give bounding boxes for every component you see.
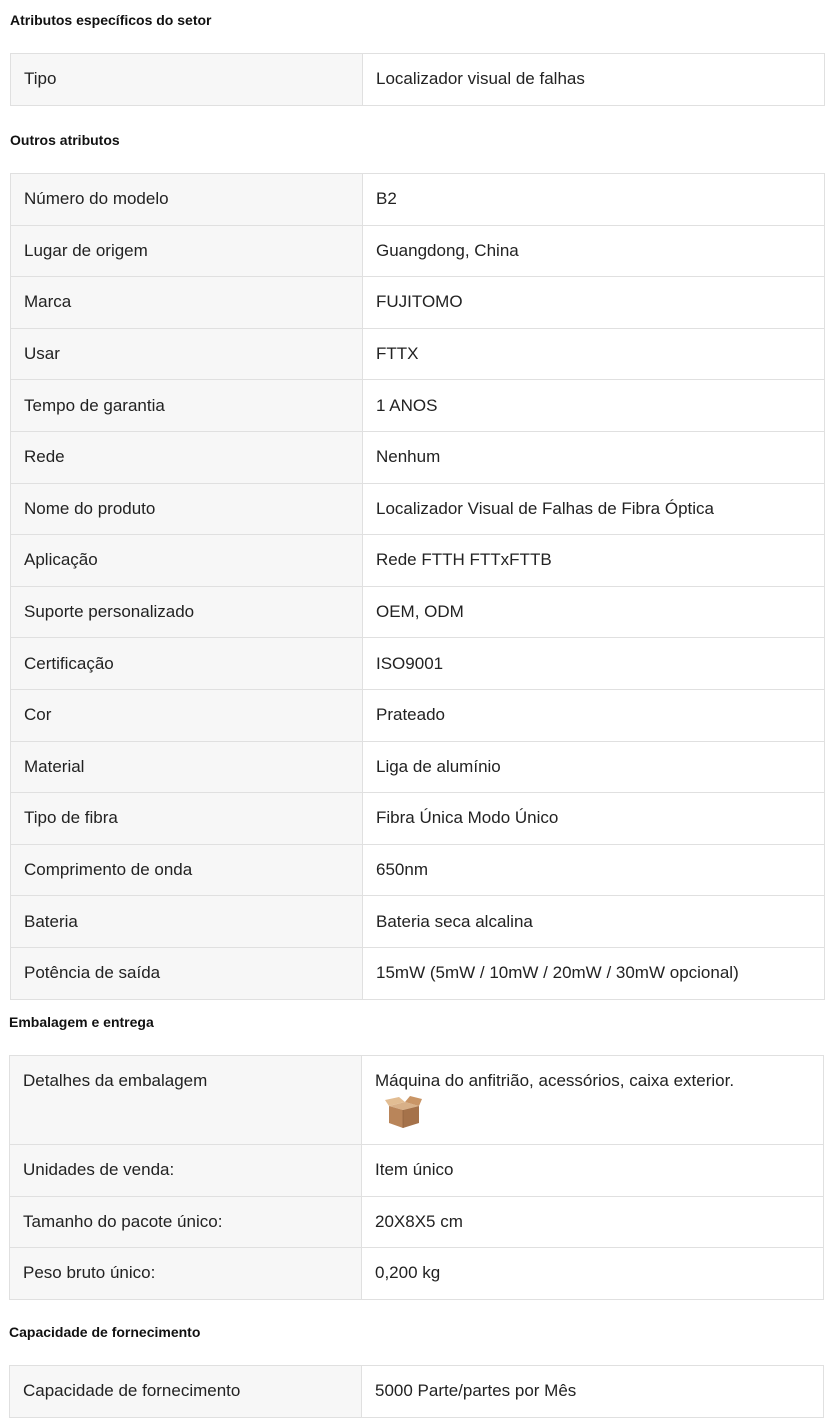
attr-value: Rede FTTH FTTxFTTB <box>363 535 825 587</box>
attr-key: Tipo de fibra <box>11 793 363 845</box>
attr-key: Certificação <box>11 638 363 690</box>
table-row <box>10 1145 824 1197</box>
attr-key: Rede <box>11 431 363 483</box>
attr-value: FUJITOMO <box>363 277 825 329</box>
attr-value: 0,200 kg <box>362 1248 824 1300</box>
table-row <box>11 638 825 690</box>
section-title-supply-capacity: Capacidade de fornecimento <box>9 1324 201 1340</box>
attr-value: Prateado <box>363 689 825 741</box>
attr-value: Nenhum <box>363 431 825 483</box>
packaging-details-text: Máquina do anfitrião, acessórios, caixa exterior. <box>375 1071 735 1090</box>
attr-value: Localizador visual de falhas <box>363 54 825 106</box>
attr-key: Tamanho do pacote único: <box>10 1196 362 1248</box>
attr-key: Nome do produto <box>11 483 363 535</box>
table-row <box>10 1056 824 1145</box>
attr-key: Comprimento de onda <box>11 844 363 896</box>
table-row <box>11 431 825 483</box>
attr-key: Lugar de origem <box>11 225 363 277</box>
packaging-delivery-table <box>9 1055 824 1300</box>
table-row <box>10 1366 824 1418</box>
attr-value: Fibra Única Modo Único <box>363 793 825 845</box>
attr-key: Tipo <box>11 54 363 106</box>
table-row <box>11 328 825 380</box>
table-row <box>11 483 825 535</box>
attr-key: Bateria <box>11 896 363 948</box>
attr-value: 20X8X5 cm <box>362 1196 824 1248</box>
attr-value: 5000 Parte/partes por Mês <box>362 1366 824 1418</box>
attr-value: Liga de alumínio <box>363 741 825 793</box>
attr-key: Capacidade de fornecimento <box>10 1366 362 1418</box>
table-row <box>11 947 825 999</box>
table-row <box>11 586 825 638</box>
attr-value: 650nm <box>363 844 825 896</box>
section-title-industry-attributes: Atributos específicos do setor <box>10 12 212 28</box>
attr-key: Cor <box>11 689 363 741</box>
attr-value: Localizador Visual de Falhas de Fibra Óptica <box>363 483 825 535</box>
attr-value: OEM, ODM <box>363 586 825 638</box>
section-title-other-attributes: Outros atributos <box>10 132 120 148</box>
attr-value: Bateria seca alcalina <box>363 896 825 948</box>
attr-key: Unidades de venda: <box>10 1145 362 1197</box>
table-row <box>11 174 825 226</box>
table-row <box>11 535 825 587</box>
attr-value: ISO9001 <box>363 638 825 690</box>
table-row <box>10 1248 824 1300</box>
section-title-packaging-delivery: Embalagem e entrega <box>9 1014 154 1030</box>
table-row <box>11 844 825 896</box>
attr-key: Usar <box>11 328 363 380</box>
table-row <box>11 793 825 845</box>
attr-key: Potência de saída <box>11 947 363 999</box>
table-row <box>11 741 825 793</box>
attr-value: FTTX <box>363 328 825 380</box>
table-row <box>11 225 825 277</box>
attr-value: Item único <box>362 1145 824 1197</box>
table-row <box>11 896 825 948</box>
attr-value: B2 <box>363 174 825 226</box>
attr-key: Detalhes da embalagem <box>10 1056 362 1145</box>
table-row <box>11 689 825 741</box>
supply-capacity-table <box>9 1365 824 1418</box>
table-row <box>10 1196 824 1248</box>
attr-value: Guangdong, China <box>363 225 825 277</box>
attr-key: Suporte personalizado <box>11 586 363 638</box>
attr-key: Número do modelo <box>11 174 363 226</box>
attr-key: Tempo de garantia <box>11 380 363 432</box>
attr-value: 15mW (5mW / 10mW / 20mW / 30mW opcional) <box>363 947 825 999</box>
attr-key: Peso bruto único: <box>10 1248 362 1300</box>
other-attributes-table <box>10 173 825 1000</box>
attr-key: Aplicação <box>11 535 363 587</box>
table-row <box>11 54 825 106</box>
table-row <box>11 277 825 329</box>
attr-value <box>362 1056 824 1145</box>
attr-key: Material <box>11 741 363 793</box>
attr-value: 1 ANOS <box>363 380 825 432</box>
cardboard-box-icon <box>385 1096 423 1130</box>
attr-key: Marca <box>11 277 363 329</box>
table-row <box>11 380 825 432</box>
industry-attributes-table <box>10 53 825 106</box>
